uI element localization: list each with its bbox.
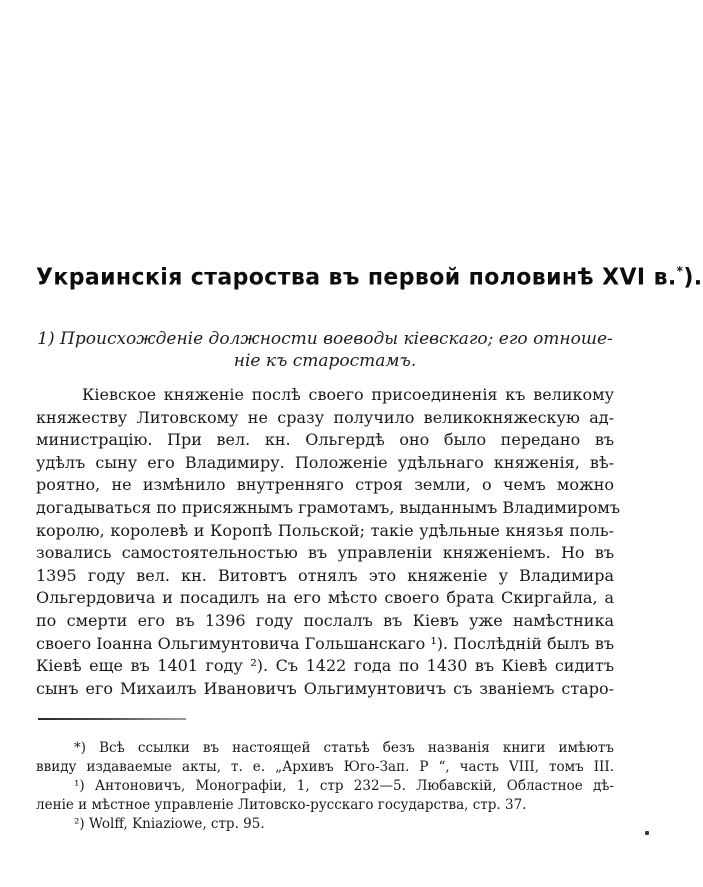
page-speck-artifact bbox=[645, 831, 649, 835]
article-title-suffix: ). bbox=[683, 264, 703, 291]
footnote-line: *) Всѣ ссылки въ настоящей статьѣ безъ названія книги имѣютъ bbox=[74, 740, 614, 756]
body-line: по смерти его въ 1396 году послалъ въ Кіевъ уже намѣстника bbox=[36, 610, 614, 630]
body-line: своего Іоанна Ольгимунтовича Гольшанскаго ¹). Послѣдній былъ въ bbox=[36, 633, 614, 653]
section-heading-line: 1) Происхожденіе должности воеводы кіевскаго; его отноше- bbox=[37, 329, 613, 349]
section-heading-line: ніе къ старостамъ. bbox=[233, 351, 417, 371]
body-line: сынъ его Михаилъ Ивановичъ Ольгимунтовичъ съ званіемъ старо- bbox=[36, 678, 614, 698]
footnote-line: ²) Wolff, Kniaziowe, стр. 95. bbox=[74, 816, 265, 832]
body-line: роятно, не измѣнило внутренняго строя земли, о чемъ можно bbox=[36, 475, 614, 495]
section-heading bbox=[36, 328, 614, 372]
body-line: 1395 году вел. кн. Витовтъ отнялъ это княженіе у Владимира bbox=[36, 565, 614, 585]
footnote-line: леніе и мѣстное управленіе Литовско-русскаго государства, стр. 37. bbox=[36, 797, 527, 813]
footnote-line: ¹) Антоновичъ, Монографіи, 1, стр 232—5. Любавскій, Областное дѣ- bbox=[74, 778, 614, 794]
body-line: Кіевѣ еще въ 1401 году ²). Съ 1422 года по 1430 въ Кіевѣ сидитъ bbox=[36, 656, 614, 676]
footnotes-block bbox=[36, 739, 614, 834]
body-line: министрацію. При вел. кн. Ольгердѣ оно было передано въ bbox=[36, 430, 614, 450]
article-title bbox=[36, 263, 703, 291]
body-line: удѣлъ сыну его Владимиру. Положеніе удѣльнаго княженія, вѣ- bbox=[36, 452, 614, 472]
body-line: королю, королевѣ и Коропѣ Польской; такіе удѣльные князья поль- bbox=[36, 520, 614, 540]
body-line: княжеству Литовскому не сразу получило великокняжескую ад- bbox=[36, 407, 614, 427]
body-line: зовались самостоятельностью въ управленіи княженіемъ. Но въ bbox=[36, 543, 614, 563]
body-paragraph bbox=[36, 384, 620, 700]
body-line: Ольгердовича и посадилъ на его мѣсто своего брата Скиргайла, а bbox=[36, 588, 614, 608]
footnote-separator-rule bbox=[38, 718, 186, 720]
body-line: Кіевское княженіе послѣ своего присоединенія къ великому bbox=[82, 385, 614, 404]
footnote-line: ввиду издаваемые акты, т. е. „Архивъ Юго-Зап. Р “, часть VIII, томъ III. bbox=[36, 759, 614, 775]
article-title-text: Украинскія староства въ первой половинѣ XVI в. bbox=[36, 264, 677, 291]
title-footnote-marker: * bbox=[676, 263, 684, 279]
body-line: догадываться по присяжнымъ грамотамъ, выданнымъ Владимиромъ bbox=[36, 497, 620, 517]
